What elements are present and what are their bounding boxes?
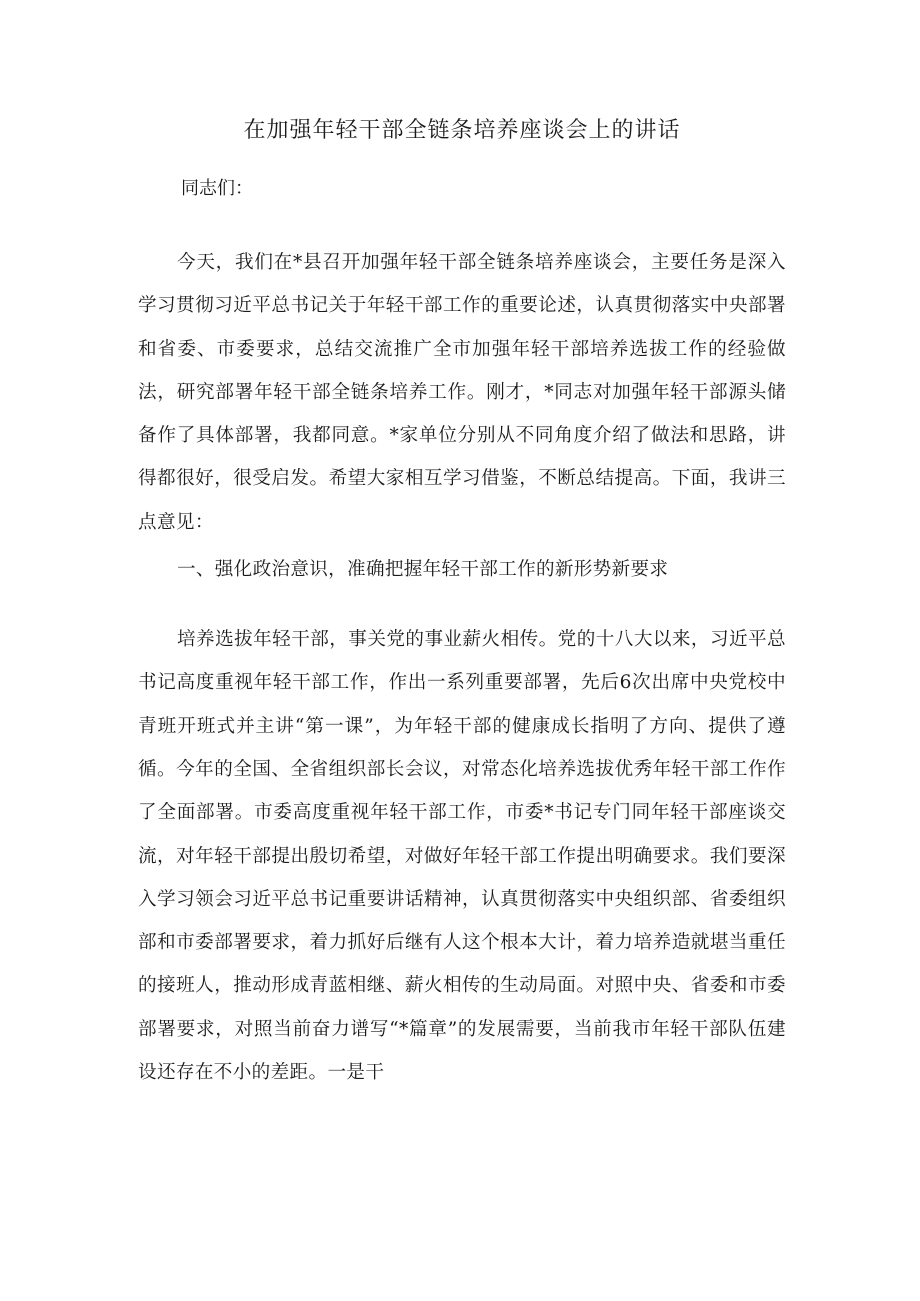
paragraph-intro: 今天，我们在*县召开加强年轻干部全链条培养座谈会，主要任务是深入学习贯彻习近平总书记关于年轻干部工作的重要论述，认真贯彻落实中央部署和省委、市委要求，总结交流推广全市加强年轻干部培养选拔工作的经验做法，研究部署年轻干部全链条培养工作。刚才，*同志对加强年轻干部源头储备作了具体部署，我都同意。*家单位分别从不同角度介绍了做法和思路，讲得都很好，很受启发。希望大家相互学习借鉴，不断总结提高。下面，我讲三点意见： — [138, 252, 786, 533]
salutation: 同志们： — [181, 178, 253, 199]
document-title: 在加强年轻干部全链条培养座谈会上的讲话 — [243, 118, 681, 143]
document-page — [138, 115, 786, 1094]
section-heading-1: 一、强化政治意识，准确把握年轻干部工作的新形势新要求 — [177, 559, 669, 581]
paragraph-section-1: 培养选拔年轻干部，事关党的事业薪火相传。党的十八大以来，习近平总书记高度重视年轻干部工作，作出一系列重要部署，先后6次出席中央党校中青班开班式并主讲“第一课”，为年轻干部的健康成长指明了方向、提供了遵循。今年的全国、全省组织部长会议，对常态化培养选拔优秀年轻干部工作作了全面部署。市委高度重视年轻干部工作，市委*书记专门同年轻干部座谈交流，对年轻干部提出殷切希望，对做好年轻干部工作提出明确要求。我们要深入学习领会习近平总书记重要讲话精神，认真贯彻落实中央组织部、省委组织部和市委部署要求，着力抓好后继有人这个根本大计，着力培养造就堪当重任的接班人，推动形成青蓝相继、薪火相传的生动局面。对照中央、省委和市委部署要求，对照当前奋力谱写“*篇章”的发展需要，当前我市年轻干部队伍建设还存在不小的差距。一是干 — [138, 629, 786, 1084]
